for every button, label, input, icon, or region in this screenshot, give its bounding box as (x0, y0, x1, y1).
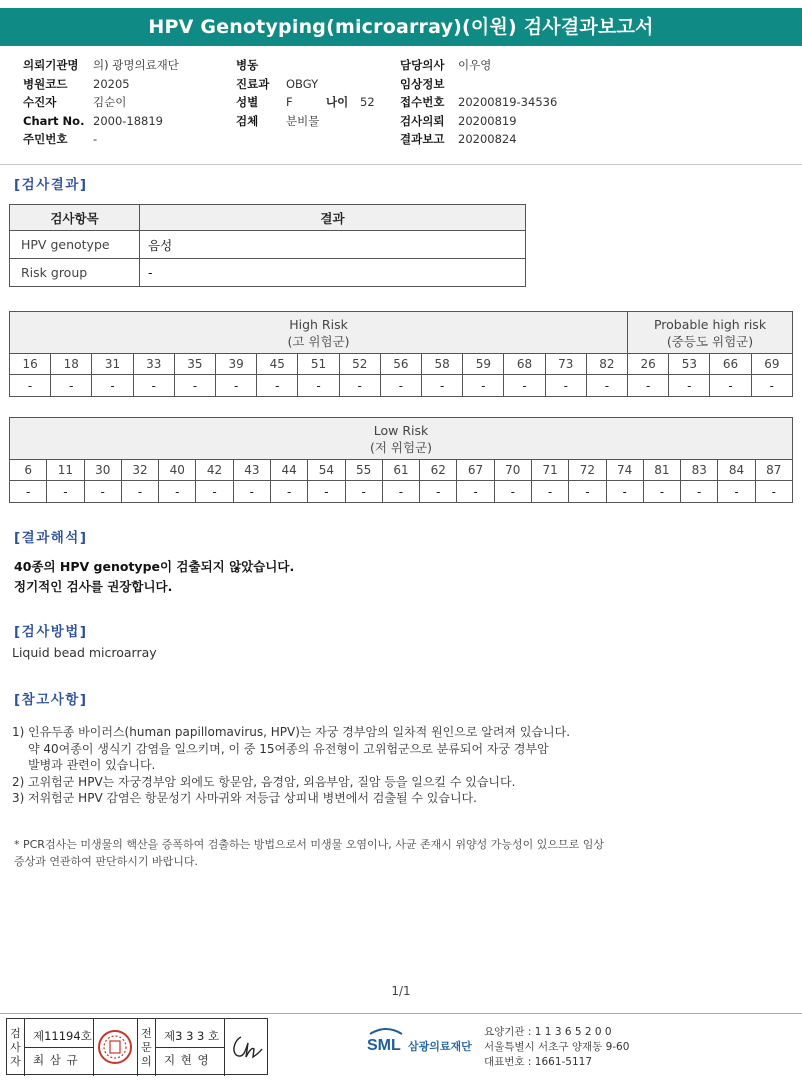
header-line: (중등도 위험군) (666, 333, 754, 349)
info-value: 2000-18819 (93, 113, 163, 128)
genotype-cell: 70 (494, 460, 531, 481)
genotype-cell: 66 (710, 354, 751, 375)
info-key: Chart No. (23, 113, 85, 128)
genotype-cell: 71 (531, 460, 568, 481)
institution-address (484, 1025, 629, 1070)
genotype-result-cell: - (457, 481, 494, 503)
info-row-specimen (236, 112, 375, 131)
header-line: (저 위험군) (369, 439, 433, 455)
interpretation-line: 40종의 HPV genotype이 검출되지 않았습니다. (14, 559, 295, 574)
info-row-report-date (400, 130, 557, 149)
table-row (10, 259, 526, 287)
cell-divider (93, 1019, 94, 1076)
note-text: 저위험군 HPV 감염은 항문성기 사마귀와 저등급 상피내 병변에서 검출될 수 있습니다. (28, 791, 477, 805)
genotype-cell: 61 (382, 460, 419, 481)
info-row-ward (236, 56, 375, 75)
note-number: 1) (12, 725, 25, 739)
method-text: Liquid bead microarray (12, 645, 157, 660)
interpretation-text (14, 557, 294, 597)
note-item (12, 790, 570, 807)
result-table (9, 204, 526, 287)
info-row-doctor (400, 56, 557, 75)
genotype-result-cell: - (339, 375, 380, 397)
cell-divider (224, 1019, 225, 1076)
genotype-result-cell: - (463, 375, 504, 397)
info-row-institution (23, 56, 179, 75)
pcr-note-line: * PCR검사는 미생물의 핵산을 증폭하여 검출하는 방법으로서 미생물 오염이나, 사균 존재시 위양성 가능성이 있으므로 임상 (14, 838, 604, 851)
info-value: 20200819-34536 (458, 95, 558, 109)
info-value: 김순이 (93, 95, 127, 109)
cell-divider (25, 1047, 93, 1048)
info-value: 20200824 (458, 132, 517, 146)
genotype-cell: 69 (751, 354, 792, 375)
logo-abbr: SML (367, 1037, 401, 1054)
genotype-result-cell: - (628, 375, 669, 397)
genotype-result-cell: - (380, 375, 421, 397)
genotype-cell: 68 (504, 354, 545, 375)
info-key: 수진자 (23, 95, 57, 109)
genotype-cell: 58 (422, 354, 463, 375)
high-risk-table (9, 311, 793, 397)
low-risk-header (10, 418, 793, 460)
address-line: 대표번호 : 1661-5117 (484, 1056, 593, 1068)
info-value: 의) 광명의료재단 (93, 58, 179, 72)
genotype-result-cell: - (345, 481, 382, 503)
genotype-result-cell: - (422, 375, 463, 397)
genotype-cell: 26 (628, 354, 669, 375)
genotype-result-cell: - (233, 481, 270, 503)
genotype-result-cell: - (216, 375, 257, 397)
info-row-clinical (400, 75, 557, 94)
info-value: 이우영 (458, 58, 492, 72)
note-item (12, 724, 570, 741)
info-key: 임상정보 (400, 76, 445, 91)
section-title-notes: [참고사항] (14, 692, 88, 708)
address-line: 서울특별시 서초구 양재동 9-60 (484, 1041, 630, 1053)
high-risk-header (10, 312, 628, 354)
genotype-result-cell: - (643, 481, 680, 503)
info-key: 주민번호 (23, 132, 68, 146)
pcr-note (14, 836, 774, 870)
info-key: 검체 (236, 113, 259, 128)
low-risk-table (9, 417, 793, 503)
info-value: - (93, 132, 98, 146)
genotype-cell: 6 (10, 460, 47, 481)
genotype-result-cell: - (710, 375, 751, 397)
info-right (400, 56, 557, 149)
genotype-cell: 11 (47, 460, 84, 481)
genotype-result-cell: - (133, 375, 174, 397)
note-number: 3) (12, 791, 25, 805)
genotype-result-cell: - (755, 481, 792, 503)
genotype-result-cell: - (196, 481, 233, 503)
genotype-result-cell: - (308, 481, 345, 503)
genotype-cell: 51 (298, 354, 339, 375)
signature-box (6, 1018, 268, 1075)
genotype-result-cell: - (531, 481, 568, 503)
genotype-result-cell: - (494, 481, 531, 503)
genotype-cell: 32 (121, 460, 158, 481)
genotype-result-row (10, 375, 793, 397)
genotype-result-cell: - (257, 375, 298, 397)
genotype-cell: 84 (718, 460, 755, 481)
genotype-cell: 44 (270, 460, 307, 481)
info-key: 병동 (236, 58, 259, 72)
info-key: 접수번호 (400, 95, 445, 109)
note-text: 고위험군 HPV는 자궁경부암 외에도 항문암, 음경암, 외음부암, 질암 등을 일으킬 수 있습니다. (28, 774, 516, 789)
probable-high-risk-header (628, 312, 793, 354)
genotype-cell: 39 (216, 354, 257, 375)
genotype-cell: 52 (339, 354, 380, 375)
info-value: 20200819 (458, 113, 517, 128)
genotype-result-cell: - (51, 375, 92, 397)
genotype-result-cell: - (545, 375, 586, 397)
genotype-cell: 40 (159, 460, 196, 481)
genotype-cell: 54 (308, 460, 345, 481)
genotype-row (10, 460, 793, 481)
info-value: F (286, 95, 293, 109)
genotype-cell: 82 (586, 354, 627, 375)
genotype-result-cell: - (159, 481, 196, 503)
result-value: 음성 (140, 231, 526, 259)
info-key: 담당의사 (400, 58, 445, 72)
genotype-result-cell: - (504, 375, 545, 397)
genotype-cell: 53 (669, 354, 710, 375)
info-key: 진료과 (236, 76, 270, 91)
genotype-result-cell: - (382, 481, 419, 503)
genotype-cell: 62 (420, 460, 457, 481)
result-value: - (140, 259, 526, 287)
info-row-chart-no (23, 112, 179, 131)
specialist-label: 전문의 (138, 1019, 156, 1076)
info-row-request-date (400, 112, 557, 131)
header-line: High Risk (289, 316, 348, 332)
info-key: 병원코드 (23, 76, 68, 91)
genotype-cell: 73 (545, 354, 586, 375)
info-value: 52 (360, 95, 375, 109)
section-title-method: [검사방법] (14, 624, 88, 640)
info-row-resident-no (23, 130, 179, 149)
info-left (23, 56, 179, 149)
genotype-result-cell: - (681, 481, 718, 503)
seal-icon (95, 1027, 135, 1067)
info-key: 검사의뢰 (400, 113, 445, 128)
info-key: 의뢰기관명 (23, 58, 79, 72)
notes-list (12, 724, 570, 807)
genotype-result-cell: - (270, 481, 307, 503)
info-key: 결과보고 (400, 132, 445, 146)
genotype-result-cell: - (121, 481, 158, 503)
genotype-result-cell: - (420, 481, 457, 503)
result-item: HPV genotype (10, 231, 140, 259)
result-item: Risk group (10, 259, 140, 287)
genotype-cell: 33 (133, 354, 174, 375)
genotype-result-row (10, 481, 793, 503)
genotype-cell: 74 (606, 460, 643, 481)
genotype-cell: 87 (755, 460, 792, 481)
genotype-row (10, 354, 793, 375)
info-row-dept (236, 75, 375, 94)
header-line: Low Risk (373, 422, 429, 438)
header-line: (고 위험군) (287, 333, 350, 349)
signature-icon (229, 1031, 265, 1063)
genotype-result-cell: - (569, 481, 606, 503)
column-header: 결과 (140, 205, 526, 231)
genotype-cell: 56 (380, 354, 421, 375)
tester-label: 검사자 (7, 1019, 25, 1076)
genotype-cell: 59 (463, 354, 504, 375)
header-line: Probable high risk (653, 316, 767, 332)
pcr-note-line: 증상과 연관하여 판단하시기 바랍니다. (14, 855, 199, 868)
table-row (10, 231, 526, 259)
genotype-cell: 35 (174, 354, 215, 375)
tester-license: 제11194호 (33, 1029, 92, 1043)
genotype-cell: 30 (84, 460, 121, 481)
genotype-cell: 42 (196, 460, 233, 481)
section-title-interpretation: [결과해석] (14, 530, 88, 546)
info-row-sex-age (236, 93, 375, 112)
genotype-cell: 31 (92, 354, 133, 375)
info-row-hospital-code (23, 75, 179, 94)
genotype-result-cell: - (298, 375, 339, 397)
genotype-result-cell: - (669, 375, 710, 397)
genotype-cell: 18 (51, 354, 92, 375)
tester-name: 최 삼 규 (33, 1053, 79, 1067)
genotype-result-cell: - (718, 481, 755, 503)
genotype-cell: 43 (233, 460, 270, 481)
genotype-result-cell: - (84, 481, 121, 503)
sml-logo-icon (366, 1026, 406, 1054)
genotype-result-cell: - (47, 481, 84, 503)
genotype-result-cell: - (10, 481, 47, 503)
divider (0, 164, 802, 165)
note-text: 발병과 관련이 있습니다. (28, 758, 156, 772)
genotype-cell: 67 (457, 460, 494, 481)
info-value: 분비물 (286, 113, 320, 128)
genotype-result-cell: - (92, 375, 133, 397)
note-text: 약 40여종이 생식기 감염을 일으키며, 이 중 15여종의 유전형이 고위험군으로 분류되어 자궁 경부암 (28, 741, 549, 756)
genotype-cell: 81 (643, 460, 680, 481)
info-value: 20205 (93, 76, 130, 91)
genotype-result-cell: - (751, 375, 792, 397)
info-value: OBGY (286, 76, 319, 91)
address-line: 요양기관 : 1 1 3 6 5 2 0 0 (484, 1026, 612, 1038)
genotype-result-cell: - (10, 375, 51, 397)
note-text: 인유두종 바이러스(human papillomavirus, HPV)는 자궁 경부암의 일차적 원인으로 알려져 있습니다. (28, 725, 571, 739)
logo-name: 삼광의료재단 (408, 1040, 472, 1053)
info-mid (236, 56, 375, 130)
note-item (12, 774, 570, 791)
genotype-result-cell: - (586, 375, 627, 397)
info-key: 성별 (236, 95, 259, 109)
info-row-accession (400, 93, 557, 112)
specialist-license: 제3 3 3 호 (164, 1029, 220, 1043)
genotype-result-cell: - (606, 481, 643, 503)
page-number: 1/1 (391, 984, 411, 998)
genotype-result-cell: - (174, 375, 215, 397)
report-title: HPV Genotyping(microarray)(이원) 검사결과보고서 (0, 8, 802, 46)
genotype-cell: 83 (681, 460, 718, 481)
genotype-cell: 45 (257, 354, 298, 375)
genotype-cell: 55 (345, 460, 382, 481)
genotype-cell: 16 (10, 354, 51, 375)
specialist-name: 지 현 영 (164, 1053, 210, 1067)
genotype-cell: 72 (569, 460, 606, 481)
interpretation-line: 정기적인 검사를 권장합니다. (14, 579, 173, 594)
note-number: 2) (12, 774, 25, 789)
footer-divider (0, 1013, 802, 1014)
info-key: 나이 (326, 95, 349, 109)
section-title-result: [검사결과] (14, 177, 88, 193)
info-row-patient (23, 93, 179, 112)
cell-divider (156, 1047, 224, 1048)
column-header: 검사항목 (10, 205, 140, 231)
